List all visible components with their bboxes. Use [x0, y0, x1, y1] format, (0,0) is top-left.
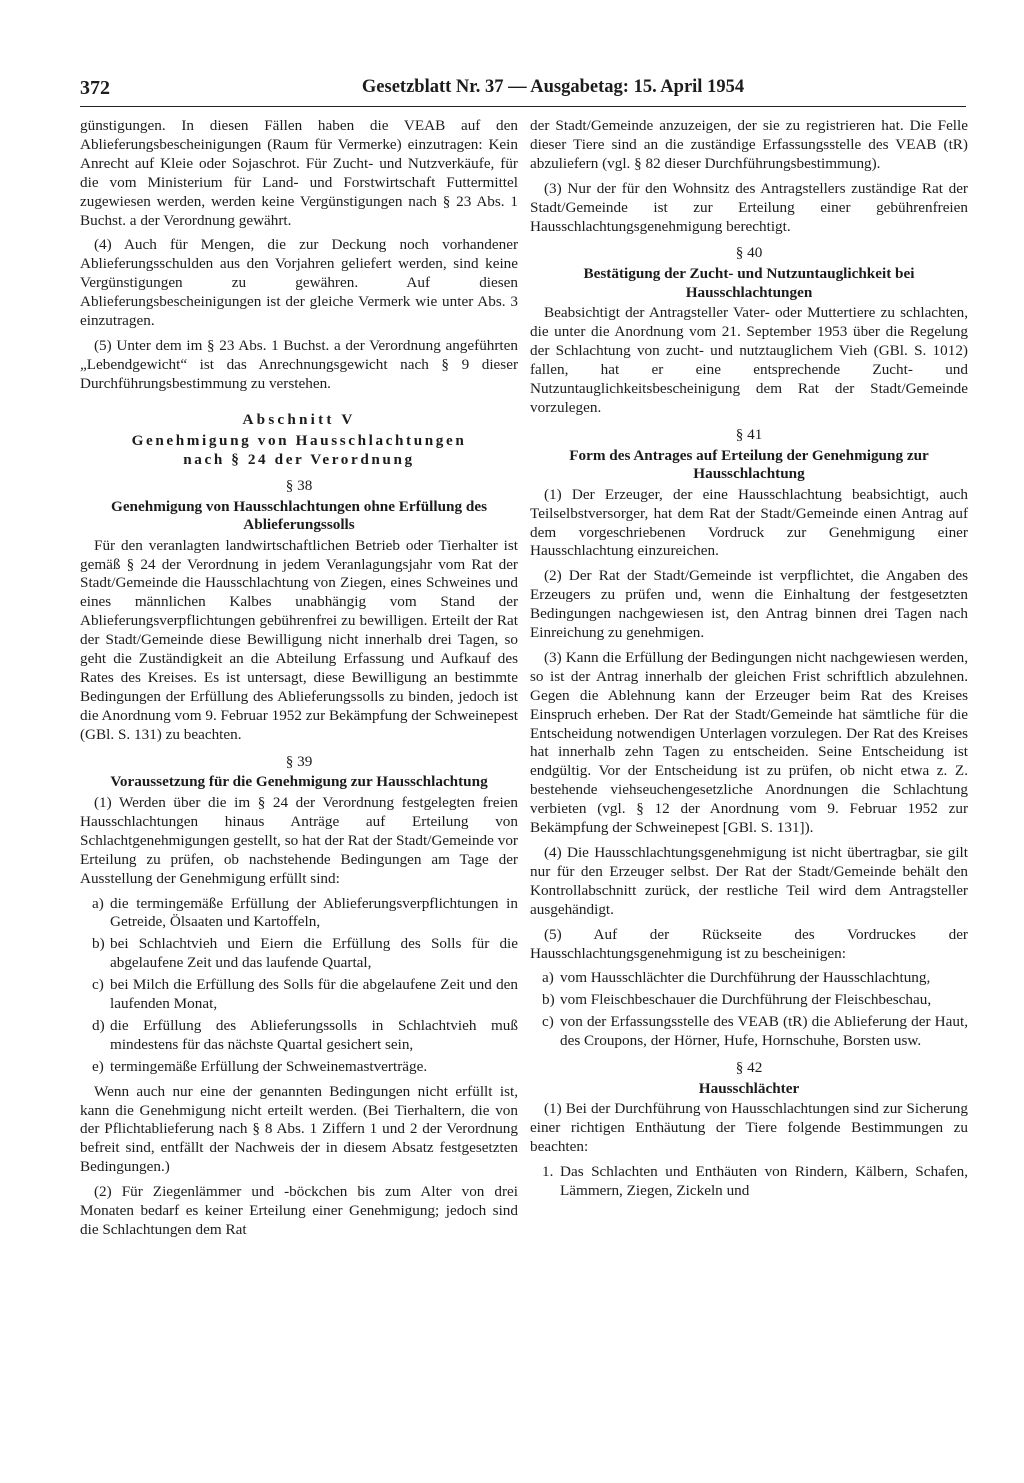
list-marker: d) — [92, 1016, 105, 1034]
paragraph-title: Voraussetzung für die Genehmigung zur Hausschlachtung — [110, 773, 488, 791]
list-text: termingemäße Erfüllung der Schweinemastverträge. — [110, 1057, 428, 1075]
paragraph-number: § 40 — [735, 244, 763, 262]
list-text: bei Milch die Erfüllung des Solls für die abgelaufene Zeit und den laufenden Monat, — [110, 976, 518, 1013]
section-subheading-line: nach § 24 der Verordnung — [183, 450, 415, 468]
list-marker: c) — [92, 976, 104, 994]
list-item — [530, 1013, 968, 1051]
page-number: 372 — [80, 77, 110, 99]
paragraph: (1) Werden über die im § 24 der Verordnung festgelegten freien Hausschlachtungen hinaus Anträge auf Erteilung von Schlachtgenehmigungen gestellt, so hat der Rat der Stadt/Gemeinde vor Erteilung zu prüfen, ob nachstehende Bedingungen am Tage der Ausstellung der Genehmigung erfüllt sind: — [80, 793, 518, 887]
list-item — [80, 976, 518, 1014]
paragraph: Wenn auch nur eine der genannten Bedingungen nicht erfüllt ist, kann die Genehmigung nicht erteilt werden. (Bei Tierhaltern, die von der Pflichtablieferung nach § 8 Abs. 1 Ziffern 1 und 2 der Verordnung befreit sind, entfällt der Nachweis der in diesem Absatz festgesetzten Bedingungen.) — [80, 1082, 518, 1176]
paragraph: günstigungen. In diesen Fällen haben die VEAB auf den Ablieferungsbescheinigungen (Raum für Vermerke) einzutragen: Kein Anrecht auf Kleie oder Sojaschrot. Für Zucht- und Nutzverkäufe, für die vom Ministerium für Land- und Forstwirtschaft Futtermittel zugewiesen werden, werden keine Vergünstigungen nach § 23 Abs. 1 Buchst. a der Verordnung gewährt. — [80, 117, 518, 229]
paragraph-number: § 41 — [735, 425, 763, 443]
list-item — [80, 935, 518, 973]
list-marker: c) — [542, 1013, 554, 1031]
page-title: Gesetzblatt Nr. 37 — Ausgabetag: 15. April 1954 — [361, 77, 745, 97]
paragraph-number: § 42 — [735, 1059, 763, 1077]
paragraph-number: § 39 — [285, 752, 313, 770]
paragraph: (3) Kann die Erfüllung der Bedingungen nicht nachgewiesen werden, so ist der Antrag innerhalb der gleichen Frist schriftlich abzulehnen. Gegen die Ablehnung kann der Erzeuger beim Rat des Kreises Einspruch erheben. Der Rat der Stadt/Gemeinde hat sämtliche für die Entscheidung notwendigen Unterlagen vorzulegen. Der Rat des Kreises hat innerhalb zehn Tagen zu entscheiden. Seine Entscheidung ist endgültig. Vor der Entscheidung ist zu prüfen, ob nicht etwa z. Z. bestehende viehseuchengesetzliche Anordnungen die Schlachtung verbieten (vgl. § 12 der Anordnung vom 9. Februar 1952 zur Bekämpfung der Schweinepest [GBl. S. 131]). — [530, 648, 968, 837]
header-divider — [80, 106, 966, 107]
list-marker: b) — [92, 935, 105, 953]
list-text: bei Schlachtvieh und Eiern die Erfüllung des Solls für die abgelaufene Zeit und das laufende Quartal, — [110, 935, 518, 972]
paragraph: (1) Der Erzeuger, der eine Hausschlachtung beabsichtigt, auch Teilselbstversorger, hat dem Rat der Stadt/Gemeinde einen Antrag auf dem vorgeschriebenen Vordruck zur Genehmigung einer Hausschlachtung einzureichen. — [530, 485, 968, 560]
condition-list — [80, 895, 518, 1077]
section-heading: Abschnitt V — [242, 410, 356, 428]
paragraph: (4) Auch für Mengen, die zur Deckung noch vorhandener Ablieferungsschulden aus den Vorjahren geliefert werden, sind keine Vergünstigungen zu gewähren. Auf diesen Ablieferungsbescheinigungen ist der gleiche Vermerk wie unter Abs. 3 einzutragen. — [80, 236, 518, 330]
list-marker: b) — [542, 991, 555, 1009]
left-column — [80, 117, 518, 1246]
section-subheading-line: Genehmigung von Hausschlachtungen — [131, 431, 467, 449]
paragraph: (4) Die Hausschlachtungsgenehmigung ist nicht übertragbar, sie gilt nur für den Erzeuger selbst. Der Rat der Stadt/Gemeinde behält den Kontrollabschnitt zurück, der restliche Teil wird dem Antragsteller ausgehändigt. — [530, 844, 968, 918]
right-column — [530, 117, 968, 1207]
list-text: vom Fleischbeschauer die Durchführung der Fleischbeschau, — [560, 991, 932, 1009]
paragraph: Beabsichtigt der Antragsteller Vater- oder Muttertiere zu schlachten, die unter die Anordnung vom 21. September 1953 über die Regelung der Schlachtung von zucht- und nutztauglichem Vieh (GBl. S. 1012) fallen, hat er eine entsprechende Zucht- und Nutzuntauglichkeitsbescheinigung dem Rat der Stadt/Gemeinde vorzulegen. — [530, 304, 968, 416]
paragraph: (2) Für Ziegenlämmer und -böckchen bis zum Alter von drei Monaten bedarf es keiner Erteilung einer Genehmigung; jedoch sind die Schlachtungen dem Rat — [80, 1183, 518, 1238]
paragraph: der Stadt/Gemeinde anzuzeigen, der sie zu registrieren hat. Die Felle dieser Tiere sind an die zuständige Erfassungsstelle des VEAB (tR) abzuliefern (vgl. § 82 dieser Durchführungsbestimmung). — [530, 117, 968, 172]
list-text: vom Hausschlächter die Durchführung der Hausschlachtung, — [560, 969, 931, 987]
list-item — [80, 1017, 518, 1055]
paragraph-title: Hausschlächter — [698, 1079, 800, 1097]
list-marker: a) — [92, 894, 104, 912]
list-text: von der Erfassungsstelle des VEAB (tR) die Ablieferung der Haut, des Croupons, der Hörner, Hufe, Hornschuhe, Borsten usw. — [560, 1013, 968, 1050]
list-marker: 1. — [542, 1163, 554, 1181]
paragraph: (5) Unter dem im § 23 Abs. 1 Buchst. a der Verordnung angeführten „Lebendgewicht“ ist das Anrechnungsgewicht nach § 9 dieser Durchführungsbestimmung zu verstehen. — [80, 336, 518, 392]
list-text: die termingemäße Erfüllung der Ablieferungsverpflichtungen in Getreide, Ölsaaten und Kartoffeln, — [110, 894, 518, 931]
page-header — [80, 74, 966, 104]
paragraph: (1) Bei der Durchführung von Hausschlachtungen sind zur Sicherung einer richtigen Enthäutung der Tiere folgende Bestimmungen zu beachten: — [530, 1100, 968, 1156]
list-item — [530, 991, 968, 1010]
certification-list — [530, 969, 968, 1051]
section-subheading — [80, 431, 518, 469]
paragraph-title: Bestätigung der Zucht- und Nutzuntauglichkeit bei Hausschlachtungen — [583, 265, 915, 301]
paragraph: (5) Auf der Rückseite des Vordruckes der Hausschlachtungsgenehmigung ist zu bescheinigen: — [530, 925, 968, 962]
paragraph-title: Genehmigung von Hausschlachtungen ohne Erfüllung des Ablieferungssolls — [111, 497, 487, 534]
paragraph: Für den veranlagten landwirtschaftlichen Betrieb oder Tierhalter ist gemäß § 24 der Verordnung in jedem Veranlagungsjahr vom Rat der Stadt/Gemeinde die Hausschlachtung von Ziegen, eines Schweines und eines männlichen Kalbes unabhängig vom Stand der Ablieferungsverpflichtungen gebührenfrei zu bewilligen. Erteilt der Rat der Stadt/Gemeinde diese Bewilligung nicht innerhalb drei Tagen, so geht die Zuständigkeit an die Abteilung Erfassung und Aufkauf des Rates des Kreises. Es ist untersagt, diese Bewilligung an bestimmte Bedingungen der Erfüllung des Ablieferungssolls zu binden, jedoch ist die Anordnung vom 9. Februar 1952 zur Bekämpfung der Schweinepest (GBl. S. 131) zu beachten. — [80, 536, 518, 743]
list-item — [80, 895, 518, 933]
paragraph: (3) Nur der für den Wohnsitz des Antragstellers zuständige Rat der Stadt/Gemeinde ist zur Erteilung einer gebührenfreien Hausschlachtungsgenehmigung berechtigt. — [530, 179, 968, 235]
list-marker: a) — [542, 969, 554, 987]
list-item — [530, 969, 968, 988]
list-item — [530, 1163, 968, 1201]
list-item — [80, 1058, 518, 1077]
list-text: die Erfüllung des Ablieferungssolls in Schlachtvieh muß mindestens für das nächste Quartal gesichert sein, — [110, 1016, 518, 1053]
rules-list — [530, 1163, 968, 1201]
paragraph-number: § 38 — [285, 476, 313, 494]
paragraph: (2) Der Rat der Stadt/Gemeinde ist verpflichtet, die Angaben des Erzeugers zu prüfen und, wenn die Einhaltung der festgesetzten Bedingungen nachgewiesen ist, den Antrag binnen drei Tagen nach Einreichung zu genehmigen. — [530, 567, 968, 642]
list-marker: e) — [92, 1057, 104, 1075]
paragraph-title: Form des Antrages auf Erteilung der Genehmigung zur Hausschlachtung — [569, 446, 929, 483]
list-text: Das Schlachten und Enthäuten von Rindern, Kälbern, Schafen, Lämmern, Ziegen, Zickeln und — [560, 1163, 968, 1200]
